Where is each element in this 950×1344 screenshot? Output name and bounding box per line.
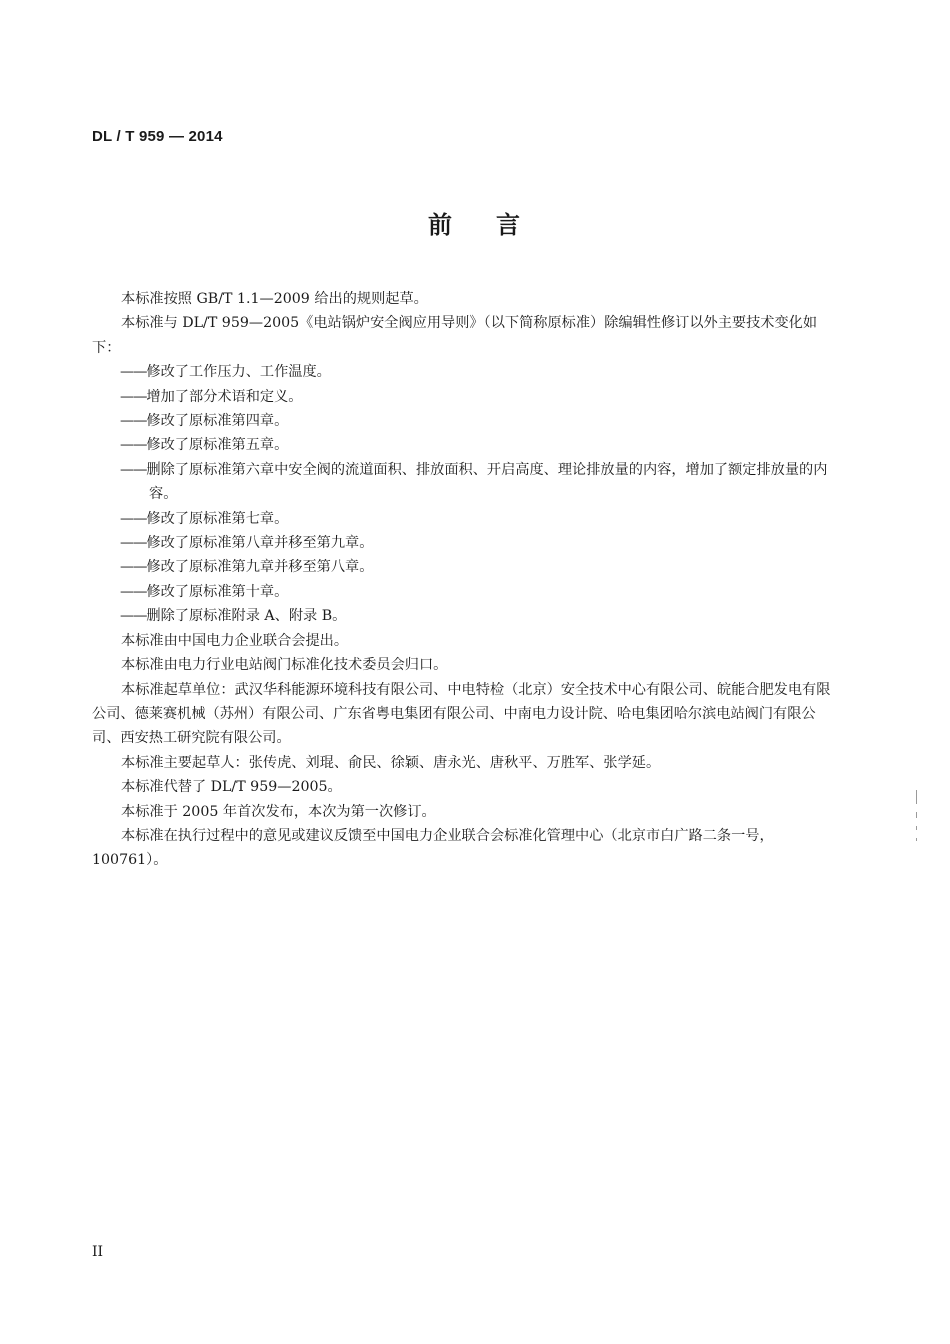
title-char-1: 前 — [428, 211, 454, 239]
list-item: ——修改了原标准第十章。 — [120, 583, 289, 600]
list-item: ——删除了原标准第六章中安全阀的流道面积、排放面积、开启高度、理论排放量的内容，增加了额定排放量的内容。 — [120, 461, 828, 503]
list-item: ——修改了工作压力、工作温度。 — [120, 364, 331, 381]
list-item: ——修改了原标准第四章。 — [120, 413, 289, 430]
paragraph-drafters: 本标准主要起草人：张传虎、刘琨、俞民、徐颖、唐永光、唐秋平、万胜军、张学延。 — [121, 754, 661, 771]
paragraph-feedback: 本标准在执行过程中的意见或建议反馈至中国电力企业联合会标准化管理中心（北京市白广路二条一号，100761）。 — [92, 827, 774, 869]
standard-code: DL / T 959 — 2014 — [92, 128, 223, 145]
list-item: ——增加了部分术语和定义。 — [120, 388, 303, 405]
list-item: ——修改了原标准第八章并移至第九章。 — [120, 535, 374, 552]
body-text — [92, 287, 842, 873]
page-number: II — [92, 1244, 104, 1260]
scan-margin-marks — [916, 790, 918, 850]
paragraph-changes-intro: 本标准与 DL/T 959—2005《电站锅炉安全阀应用导则》（以下简称原标准）除编辑性修订以外主要技术变化如下： — [92, 315, 818, 356]
list-item: ——删除了原标准附录 A、附录 B。 — [120, 608, 347, 625]
list-item: ——修改了原标准第五章。 — [120, 437, 289, 454]
paragraph-replaces: 本标准代替了 DL/T 959—2005。 — [121, 779, 342, 796]
changes-list — [92, 360, 842, 628]
paragraph-drafting-rules: 本标准按照 GB/T 1.1—2009 给出的规则起草。 — [121, 291, 428, 307]
page-title — [0, 205, 950, 240]
list-item: ——修改了原标准第九章并移至第八章。 — [120, 559, 374, 576]
paragraph-drafting-units: 本标准起草单位：武汉华科能源环境科技有限公司、中电特检（北京）安全技术中心有限公司、皖能合肥发电有限公司、德莱赛机械（苏州）有限公司、广东省粤电集团有限公司、中南电力设计院、哈电集团哈尔滨电站阀门有限公司、西安热工研究院有限公司。 — [92, 681, 831, 747]
paragraph-centralized: 本标准由电力行业电站阀门标准化技术委员会归口。 — [121, 657, 448, 674]
list-item: ——修改了原标准第七章。 — [120, 510, 289, 527]
paragraph-proposer: 本标准由中国电力企业联合会提出。 — [121, 632, 349, 649]
title-char-2: 言 — [496, 211, 522, 239]
paragraph-history: 本标准于 2005 年首次发布，本次为第一次修订。 — [121, 803, 436, 820]
